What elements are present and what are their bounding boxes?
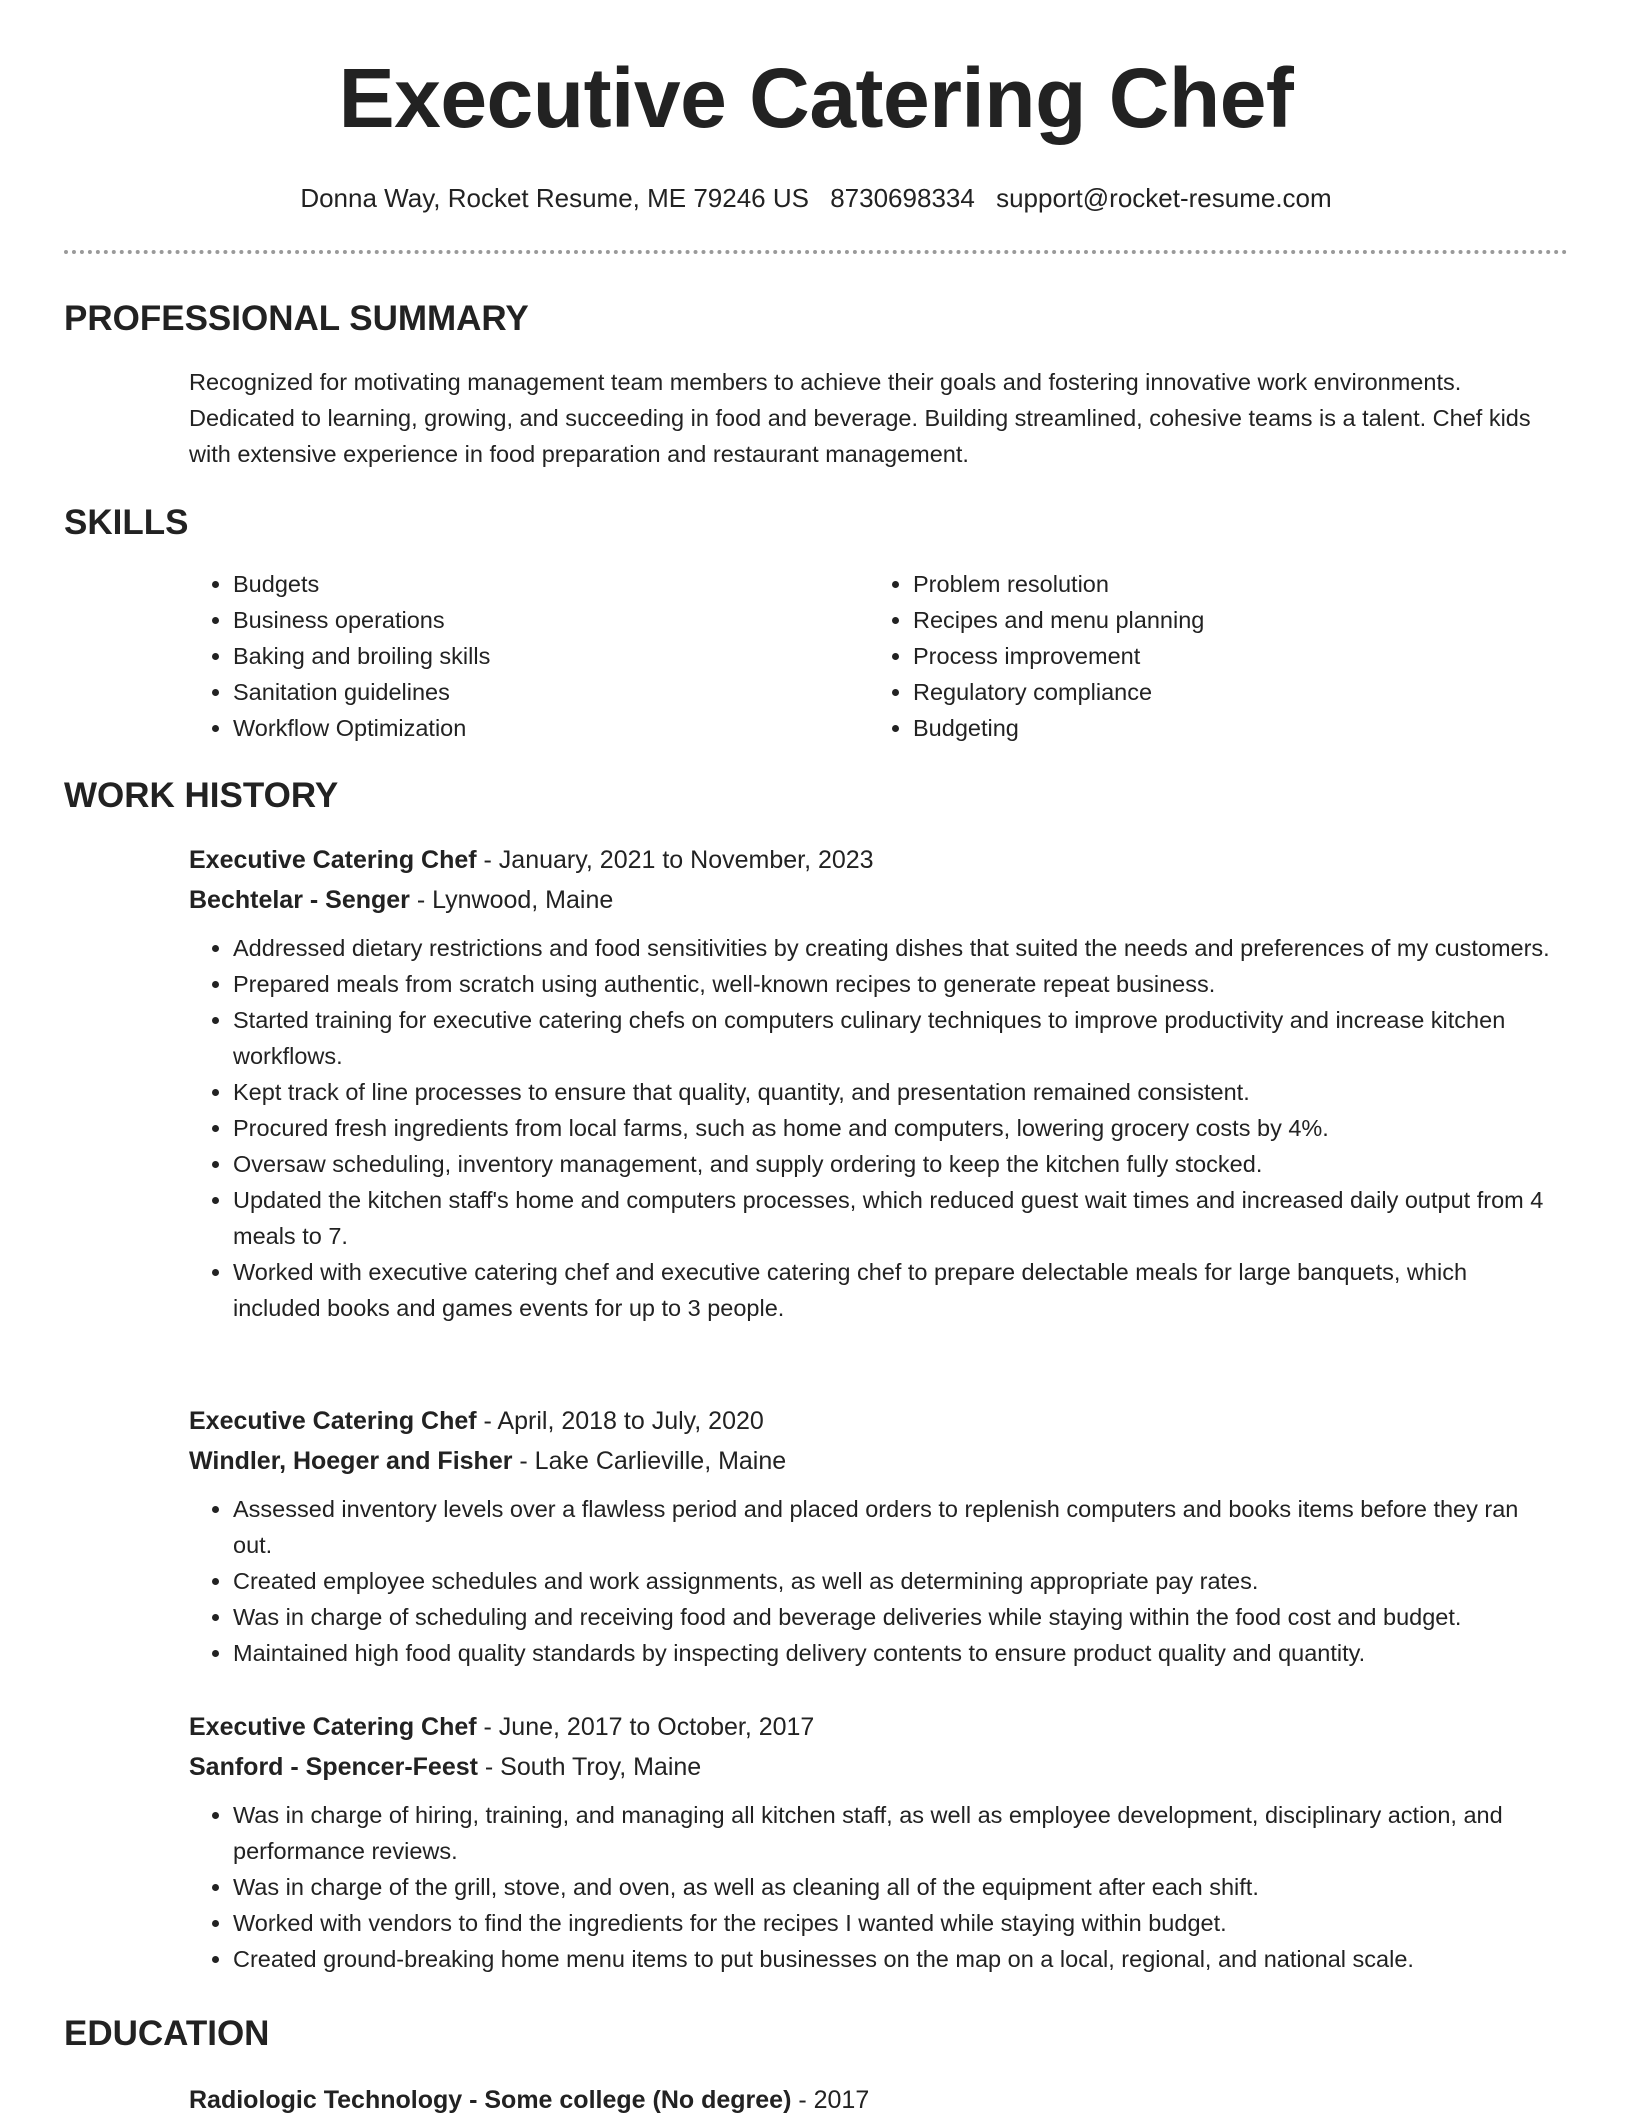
job-company: Sanford - Spencer-Feest <box>189 1753 478 1781</box>
skill-item: • Budgets <box>233 566 490 602</box>
skills-list-left <box>189 566 490 746</box>
job-bullet: • Maintained high food quality standards by inspecting delivery contents to ensure product quality and quantity. <box>233 1635 1559 1671</box>
job-entry <box>189 1401 1559 1671</box>
skill-item: • Sanitation guidelines <box>233 674 490 710</box>
job-bullet: • Created employee schedules and work assignments, as well as determining appropriate pay rates. <box>233 1563 1559 1599</box>
contact-phone: 8730698334 <box>830 183 975 213</box>
resume-title: Executive Catering Chef <box>338 51 1294 145</box>
skill-item: • Business operations <box>233 602 490 638</box>
job-location: - Lake Carlieville, Maine <box>512 1447 787 1475</box>
job-entry <box>189 840 1559 1326</box>
job-bullet: • Started training for executive catering chefs on computers culinary techniques to improve productivity and increase kitchen workflows. <box>233 1002 1559 1074</box>
job-bullet: • Addressed dietary restrictions and food sensitivities by creating dishes that suited the needs and preferences of my customers. <box>233 930 1559 966</box>
summary-heading: PROFESSIONAL SUMMARY <box>64 299 529 338</box>
job-entry <box>189 1707 1559 1977</box>
job-dates: - June, 2017 to October, 2017 <box>476 1713 815 1741</box>
skill-item: • Workflow Optimization <box>233 710 490 746</box>
job-bullets <box>189 1491 1559 1671</box>
job-location: - South Troy, Maine <box>477 1753 702 1781</box>
job-bullet: • Worked with vendors to find the ingredients for the recipes I wanted while staying within budget. <box>233 1905 1559 1941</box>
job-bullet: • Oversaw scheduling, inventory management, and supply ordering to keep the kitchen fully stocked. <box>233 1146 1559 1182</box>
education-degree: Radiologic Technology - Some college (No degree) <box>189 2086 792 2114</box>
skills-list-right <box>869 566 1204 746</box>
job-company-line <box>189 880 1559 920</box>
job-company-line <box>189 1441 1559 1481</box>
skill-item: • Recipes and menu planning <box>913 602 1204 638</box>
skill-item: • Regulatory compliance <box>913 674 1204 710</box>
job-title-line <box>189 1707 1559 1747</box>
skill-item: • Budgeting <box>913 710 1204 746</box>
summary-text: Recognized for motivating management team members to achieve their goals and fostering innovative work environments. Dedicated to learning, growing, and succeeding in food and beverage. Building streamlined, cohesive teams is a talent. Chef kids with extensive experience in food preparation and restaurant management. <box>189 369 1531 467</box>
education-entry <box>189 2080 869 2120</box>
job-dates: - January, 2021 to November, 2023 <box>476 846 874 874</box>
education-year: - 2017 <box>791 2086 870 2114</box>
job-title: Executive Catering Chef <box>189 1713 477 1741</box>
job-bullet: • Created ground-breaking home menu items to put businesses on the map on a local, regional, and national scale. <box>233 1941 1559 1977</box>
work-history-heading: WORK HISTORY <box>64 776 339 815</box>
job-bullets <box>189 1797 1559 1977</box>
job-bullet: • Was in charge of the grill, stove, and oven, as well as cleaning all of the equipment after each shift. <box>233 1869 1559 1905</box>
skills-heading: SKILLS <box>64 503 189 542</box>
job-company-line <box>189 1747 1559 1787</box>
job-location: - Lynwood, Maine <box>409 886 614 914</box>
job-bullet: • Was in charge of scheduling and receiving food and beverage deliveries while staying within the food cost and budget. <box>233 1599 1559 1635</box>
job-bullets <box>189 930 1559 1326</box>
job-bullet: • Kept track of line processes to ensure that quality, quantity, and presentation remained consistent. <box>233 1074 1559 1110</box>
header-divider <box>64 250 1568 254</box>
job-company: Bechtelar - Senger <box>189 886 410 914</box>
contact-email: support@rocket-resume.com <box>996 183 1332 213</box>
job-title-line <box>189 1401 1559 1441</box>
skill-item: • Problem resolution <box>913 566 1204 602</box>
job-company: Windler, Hoeger and Fisher <box>189 1447 513 1475</box>
job-title-line <box>189 840 1559 880</box>
contact-line <box>0 183 1632 214</box>
job-bullet: • Procured fresh ingredients from local farms, such as home and computers, lowering grocery costs by 4%. <box>233 1110 1559 1146</box>
job-title: Executive Catering Chef <box>189 846 477 874</box>
skill-item: • Baking and broiling skills <box>233 638 490 674</box>
job-bullet: • Worked with executive catering chef and executive catering chef to prepare delectable meals for large banquets, which included books and games events for up to 3 people. <box>233 1254 1559 1326</box>
job-title: Executive Catering Chef <box>189 1407 477 1435</box>
job-dates: - April, 2018 to July, 2020 <box>476 1407 764 1435</box>
job-bullet: • Prepared meals from scratch using authentic, well-known recipes to generate repeat business. <box>233 966 1559 1002</box>
job-bullet: • Assessed inventory levels over a flawless period and placed orders to replenish computers and books items before they ran out. <box>233 1491 1559 1563</box>
job-bullet: • Updated the kitchen staff's home and computers processes, which reduced guest wait times and increased daily output from 4 meals to 7. <box>233 1182 1559 1254</box>
contact-address: Donna Way, Rocket Resume, ME 79246 US <box>300 183 809 213</box>
education-heading: EDUCATION <box>64 2014 270 2053</box>
skill-item: • Process improvement <box>913 638 1204 674</box>
job-bullet: • Was in charge of hiring, training, and managing all kitchen staff, as well as employee development, disciplinary action, and performance reviews. <box>233 1797 1559 1869</box>
